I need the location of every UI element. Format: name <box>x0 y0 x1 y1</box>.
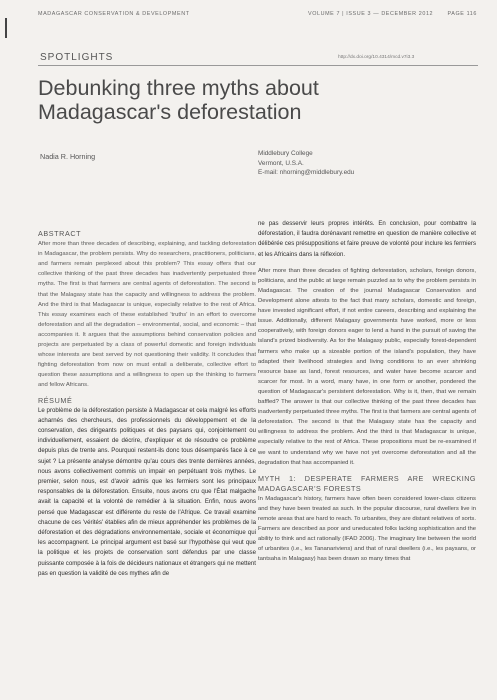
affiliation-email[interactable]: E-mail: nhorning@middlebury.edu <box>258 169 355 176</box>
doi-link[interactable]: http://dx.doi.org/10.4314/mcd.v7i3.3 <box>338 55 415 60</box>
right-column <box>258 219 476 564</box>
resume-heading: RÉSUMÉ <box>38 395 73 405</box>
author-affiliation <box>258 149 354 178</box>
page-number: PAGE 116 <box>447 11 477 17</box>
myth1-text: In Madagascar's history, farmers have often been considered lower-class citizens and they have been treated as such. In the popular discourse, rural dwellers live in remote areas that are hard to reach. To urbanites, they are distant relatives of sorts. Farmers are described as poor and uneducated folks lacking sophistication and the ability to think and act rationally (IFAD 2006). The imaginary line between the world of urbanites (i.e., les Tananariviens) and that of rural dwellers (i.e., les paysans, or tantsaha in Malagasy) has been drawn so many times that <box>258 495 476 563</box>
abstract-text: After more than three decades of describing, explaining, and tackling deforestation in Madagascar, the problem persists. Why do researchers, practitioners, politicians, and farmers remain perplexed about this problem? This essay offers that our collective thinking of the past three decades has inadvertently perpetuated three myths. The first is that farmers are central agents of deforestation. The second is that the Malagasy state has the capacity and willingness to address the problem. And the third is that Madagascar is unique, especially relative to the rest of Africa. This essay examines each of these established 'truths' in an effort to overcome deforestation and all the degradation – environmental, social, and economic – that accompanies it. It argues that the assumptions behind conservation policies and projects are perpetuated by a class of powerful domestic and foreign individuals whose interests are best served by not questioning their validity. It concludes that fighting deforestation from now on must entail a deliberate, collective effort to question these assumptions and a willingness to open up the thinking to farmers and fellow Africans. <box>38 241 256 389</box>
section-label: SPOTLIGHTS <box>40 52 114 63</box>
issue-info: VOLUME 7 | ISSUE 3 — DECEMBER 2012 <box>308 11 434 17</box>
journal-name: MADAGASCAR CONSERVATION & DEVELOPMENT <box>38 11 190 17</box>
abstract-heading: ABSTRACT <box>38 229 82 238</box>
affiliation-institution: Middlebury College <box>258 150 313 157</box>
article-title: Debunking three myths about Madagascar's deforestation <box>38 76 319 124</box>
left-column <box>38 229 256 579</box>
running-head <box>38 11 477 23</box>
myth1-heading: MYTH 1: DESPERATE FARMERS ARE WRECKING MADAGASCAR'S FORESTS <box>258 473 476 493</box>
resume-text: Le problème de la déforestation persiste à Madagascar et cela malgré les efforts acharnés des chercheurs, des professionnels du développement et de la conservation, des dirigeants politiques et des paysans qui, conjointement ou individuellement, essaient de décrire, d'expliquer et de résoudre ce problème depuis plus de trente ans. Pourquoi restent-ils donc tous désemparés face à ce sujet ? La présente analyse démontre qu'au cours des trente dernières années, nous avons collectivement commis un impair en perpétuant trois mythes. Le premier, selon nous, est d'avoir admis que les fermiers sont les principaux responsables de la déforestation. Ensuite, nous avons cru que l'État malgache avait la capacité et la volonté de remédier à la situation. Enfin, nous avons pensé que Madagascar est différente du reste de l'Afrique. Ce travail examine chacune de ces 'vérités' établies afin de mieux appréhender les problèmes de la déforestation et des dégradations environnementale, sociale et économique qui les accompagnent. Le principal argument est basé sur l'hypothèse qui veut que la politique et les projets de conservation sont défendus par une classe puissante composée à la fois de décideurs nationaux et étrangers qui ne mettent pas en question la validité de ces mythes afin de <box>38 406 256 577</box>
author-name: Nadia R. Horning <box>40 152 96 161</box>
introduction-text: After more than three decades of fighting deforestation, scholars, foreign donors, politicians, and the public at large remain puzzled as to why the problem persists in Madagascar. The creation of the journal Madagascar Conservation and Development alone attests to the fact that many scholars, domestic and foreign, have invested significant effort, if not entire careers, describing and explaining the issue. Additionally, different Malagasy governments have worked, more or less cooperatively, with foreign donors eager to lend a hand in the pursuit of saving the island's prized biodiversity. As for the Malagasy public, especially forest-dependent farmers who make up a sizeable portion of the island's population, they have adapted their livelihood strategies and living conditions to an ever shrinking resource base as land, forest resources, and water have become scarcer and scarcer for most. In a word, many have, in one form or another, pondered the question of Madagascar's persistent deforestation. Why is it, then, that we remain baffled? The answer is that our collective thinking of the past three decades has inadvertently perpetuated three myths. The first is that farmers are central agents of deforestation. The second is that the Malagasy state has the capacity and willingness to address the problem. And the third is that Madagascar is unique, especially relative to the rest of Africa. These propositions must be re-examined if we want to understand why we have not yet overcome deforestation and all the degradation that has accompanied it. <box>258 267 476 466</box>
affiliation-location: Vermont, U.S.A. <box>258 159 304 167</box>
resume-continued-text: ne pas desservir leurs propres intérêts. En conclusion, pour combattre la déforestation, il faudra dorénavant remettre en question de manière collective et délibérée ces présuppositions et faire preuve de volonté pour inclure les fermiers et les Africains dans la réflexion. <box>258 220 476 258</box>
page-edge-mark <box>5 18 7 38</box>
header-rule <box>38 65 478 66</box>
